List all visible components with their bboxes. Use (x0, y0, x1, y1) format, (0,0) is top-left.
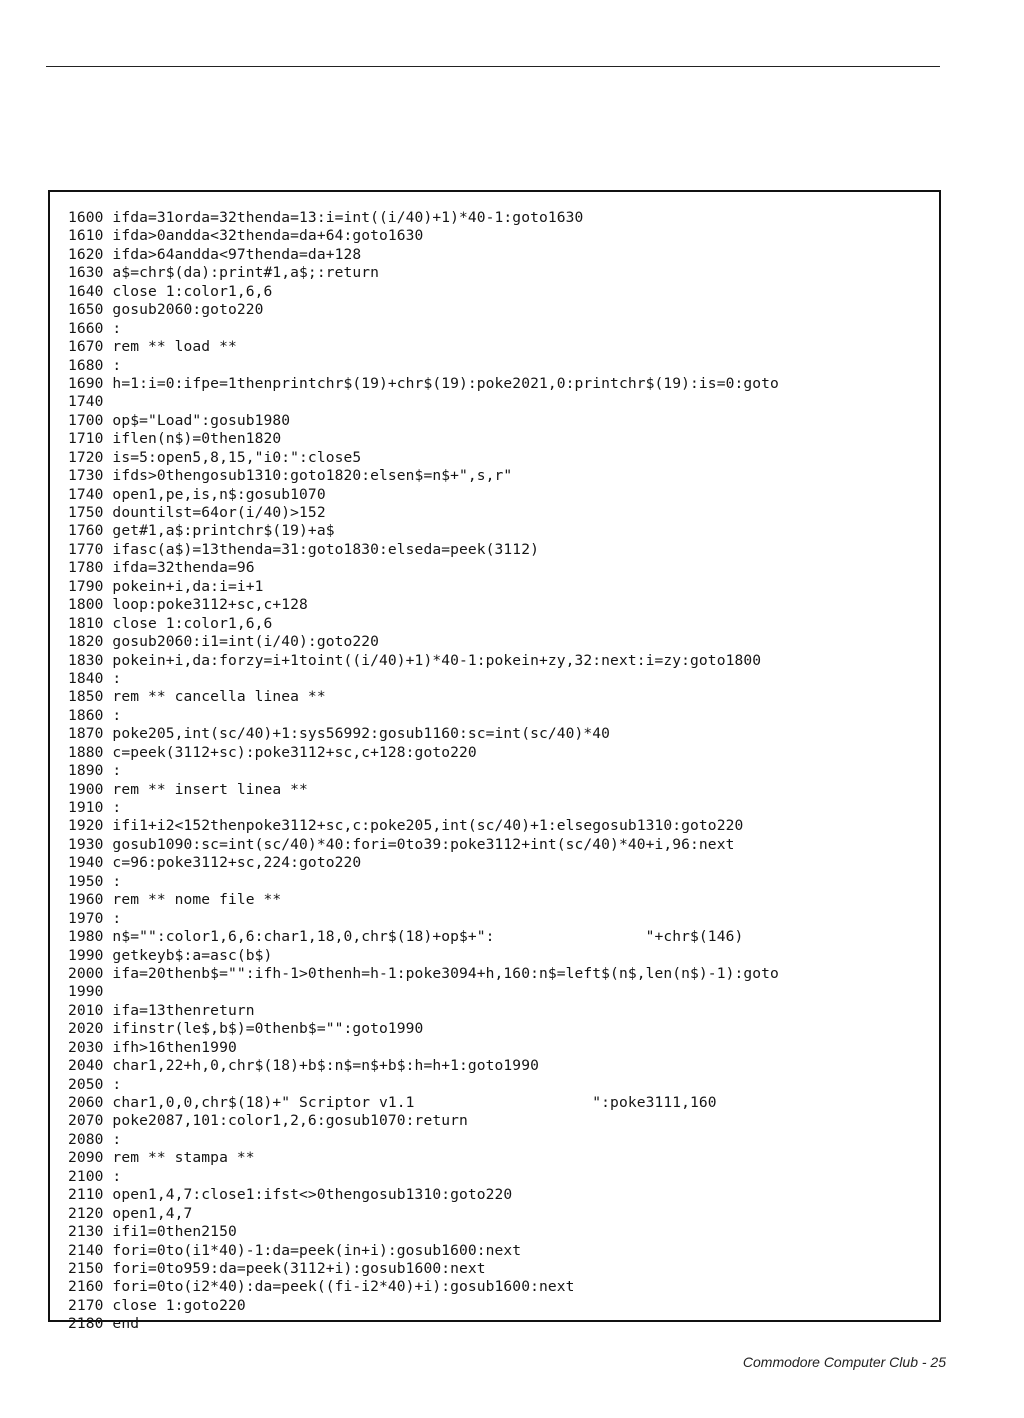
code-line: 1890 : (68, 762, 122, 780)
code-line: 1880 c=peek(3112+sc):poke3112+sc,c+128:goto220 (68, 743, 477, 761)
code-line: 1740 open1,pe,is,n$:gosub1070 (68, 485, 326, 503)
code-line: 2090 rem ** stampa ** (68, 1149, 255, 1167)
program-listing-box (48, 190, 941, 1333)
code-line: 2140 fori=0to(i1*40)-1:da=peek(in+i):gosub1600:next (68, 1241, 522, 1259)
code-line: 1960 rem ** nome file ** (68, 891, 282, 909)
code-line: 1680 : (68, 356, 122, 374)
code-line: 1810 close 1:color1,6,6 (68, 614, 273, 632)
code-line: 1620 ifda>64andda<97thenda=da+128 (68, 245, 362, 263)
code-line: 2060 char1,0,0,chr$(18)+" Scriptor v1.1 ":poke3111,160 (68, 1094, 717, 1111)
code-line: 2130 ifi1=0then2150 (68, 1223, 237, 1241)
code-line: 2080 : (68, 1130, 122, 1148)
code-line: 1950 : (68, 872, 122, 890)
code-line: 1930 gosub1090:sc=int(sc/40)*40:fori=0to39:poke3112+int(sc/40)*40+i,96:next (68, 835, 735, 853)
code-line: 2110 open1,4,7:close1:ifst<>0thengosub1310:goto220 (68, 1186, 513, 1204)
code-line: 2100 : (68, 1167, 122, 1185)
code-line: 1800 loop:poke3112+sc,c+128 (68, 596, 308, 614)
code-line: 1690 h=1:i=0:ifpe=1thenprintchr$(19)+chr$(19):poke2021,0:printchr$(19):is=0:goto (68, 374, 779, 392)
program-listing (68, 209, 938, 1334)
code-line: 1640 close 1:color1,6,6 (68, 282, 273, 300)
code-line: 1740 (68, 393, 104, 411)
page-footer: Commodore Computer Club - 25 (742, 1354, 946, 1370)
code-line: 1630 a$=chr$(da):print#1,a$;:return (68, 264, 380, 282)
code-line: 1790 pokein+i,da:i=i+1 (68, 577, 264, 595)
code-line: 1850 rem ** cancella linea ** (68, 688, 326, 706)
code-line: 1970 : (68, 909, 122, 927)
code-line: 1650 gosub2060:goto220 (68, 301, 264, 319)
code-line: 1670 rem ** load ** (68, 338, 237, 356)
code-line: 1700 op$="Load":gosub1980 (68, 411, 291, 429)
code-line: 1830 pokein+i,da:forzy=i+1toint((i/40)+1)*40-1:pokein+zy,32:next:i=zy:goto1800 (68, 651, 762, 669)
top-rule (46, 66, 940, 67)
code-line: 1770 ifasc(a$)=13thenda=31:goto1830:elseda=peek(3112) (68, 540, 539, 558)
code-line: 2030 ifh>16then1990 (68, 1038, 237, 1056)
code-line: 2160 fori=0to(i2*40):da=peek((fi-i2*40)+i):gosub1600:next (68, 1278, 575, 1296)
code-line: 1940 c=96:poke3112+sc,224:goto220 (68, 854, 362, 872)
code-line: 2000 ifa=20thenb$="":ifh-1>0thenh=h-1:poke3094+h,160:n$=left$(n$,len(n$)-1):goto (68, 964, 779, 982)
code-line: 1860 : (68, 706, 122, 724)
code-line: 2050 : (68, 1075, 122, 1093)
code-line: 2020 ifinstr(le$,b$)=0thenb$="":goto1990 (68, 1020, 424, 1038)
code-line: 1730 ifds>0thengosub1310:goto1820:elsen$=n$+",s,r" (68, 467, 513, 485)
code-line: 1910 : (68, 799, 122, 816)
code-line: 1780 ifda=32thenda=96 (68, 559, 255, 577)
code-line: 1990 getkeyb$:a=asc(b$) (68, 946, 273, 964)
code-line: 2070 poke2087,101:color1,2,6:gosub1070:return (68, 1112, 468, 1130)
code-line: 1980 n$="":color1,6,6:char1,18,0,chr$(18)+op$+": "+chr$(146) (68, 928, 744, 946)
code-line: 1720 is=5:open5,8,15,"i0:":close5 (68, 448, 362, 466)
code-line: 2180 end (68, 1315, 140, 1333)
code-line: 1870 poke205,int(sc/40)+1:sys56992:gosub1160:sc=int(sc/40)*40 (68, 725, 611, 743)
code-line: 2120 open1,4,7 (68, 1204, 193, 1222)
code-line: 1610 ifda>0andda<32thenda=da+64:goto1630 (68, 227, 424, 245)
code-line: 1840 : (68, 669, 122, 687)
code-line: 2040 char1,22+h,0,chr$(18)+b$:n$=n$+b$:h=h+1:goto1990 (68, 1057, 539, 1075)
code-line: 1760 get#1,a$:printchr$(19)+a$ (68, 522, 335, 540)
code-line: 1820 gosub2060:i1=int(i/40):goto220 (68, 633, 380, 651)
code-line: 1900 rem ** insert linea ** (68, 780, 308, 798)
code-line: 1920 ifi1+i2<152thenpoke3112+sc,c:poke205,int(sc/40)+1:elsegosub1310:goto220 (68, 817, 744, 835)
code-line: 1660 : (68, 319, 122, 337)
code-line: 1750 dountilst=64or(i/40)>152 (68, 504, 326, 521)
code-line: 2010 ifa=13thenreturn (68, 1001, 255, 1019)
code-line: 2170 close 1:goto220 (68, 1296, 246, 1314)
code-line: 1600 ifda=31orda=32thenda=13:i=int((i/40)+1)*40-1:goto1630 (68, 209, 584, 226)
code-line: 2150 fori=0to959:da=peek(3112+i):gosub1600:next (68, 1259, 486, 1277)
code-line: 1990 (68, 983, 104, 1001)
code-line: 1710 iflen(n$)=0then1820 (68, 430, 282, 448)
